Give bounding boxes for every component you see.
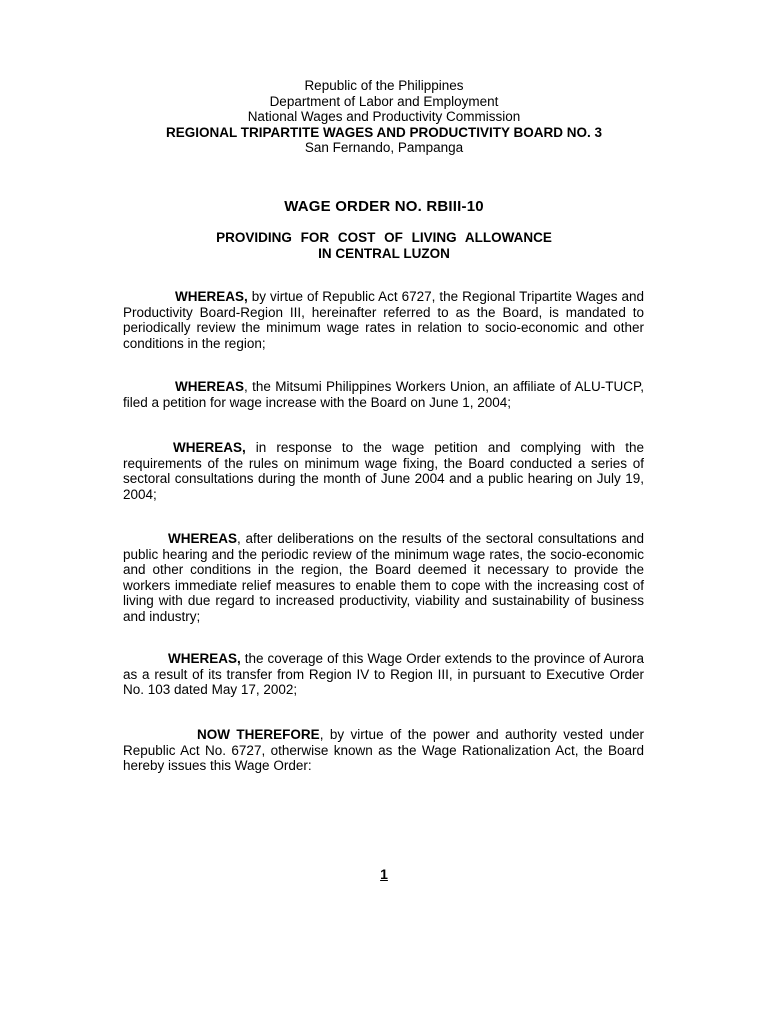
paragraph-text: , after deliberations on the results of the sectoral consultations and public hearing and the periodic review of the minimum wage rates, the socio-economic and other conditions in the region, the Board deemed it necessary to provide the workers immediate relief measures to enable them to cope with the increasing cost of living with due regard to increased productivity, viability and sustainability of business and industry; [123, 531, 644, 624]
subtitle-line-1: PROVIDING FOR COST OF LIVING ALLOWANCE [216, 230, 552, 245]
letterhead-location: San Fernando, Pampanga [304, 140, 464, 155]
now-therefore-paragraph [123, 727, 644, 774]
paragraph-text: the coverage of this Wage Order extends to the province of Aurora as a result of its transfer from Region IV to Region III, in pursuant to Executive Order No. 103 dated May 17, 2002; [123, 651, 644, 697]
whereas-paragraph-1 [123, 289, 644, 351]
letterhead-board: REGIONAL TRIPARTITE WAGES AND PRODUCTIVITY BOARD NO. 3 [165, 124, 603, 140]
paragraph-text: , the Mitsumi Philippines Workers Union, an affiliate of ALU-TUCP, filed a petition for wage increase with the Board on June 1, 2004; [123, 379, 644, 410]
letterhead-department: Department of Labor and Employment [269, 93, 499, 109]
whereas-paragraph-2 [123, 379, 644, 410]
letterhead [0, 78, 768, 156]
document-title: WAGE ORDER NO. RBIII-10 [284, 198, 484, 215]
document-subtitle [0, 230, 768, 261]
whereas-paragraph-4 [123, 531, 644, 624]
paragraph-lead: WHEREAS, [168, 651, 241, 666]
subtitle-line-2: IN CENTRAL LUZON [318, 245, 450, 261]
paragraph-text: in response to the wage petition and complying with the requirements of the rules on minimum wage fixing, the Board conducted a series of sectoral consultations during the month of June 2004 and a public hearing on July 19, 2004; [123, 440, 644, 502]
paragraph-lead: WHEREAS [175, 379, 245, 394]
paragraph-lead: NOW THEREFORE [197, 727, 320, 742]
paragraph-lead: WHEREAS, [173, 440, 246, 455]
letterhead-commission: National Wages and Productivity Commission [247, 109, 521, 124]
whereas-paragraph-5 [123, 651, 644, 698]
whereas-paragraph-3 [123, 440, 644, 502]
page-number: 1 [380, 866, 388, 882]
paragraph-text: by virtue of Republic Act 6727, the Regional Tripartite Wages and Productivity Board-Region III, hereinafter referred to as the Board, is mandated to periodically review the minimum wage rates in relation to socio-economic and other conditions in the region; [123, 289, 644, 351]
paragraph-text: , by virtue of the power and authority vested under Republic Act No. 6727, otherwise known as the Wage Rationalization Act, the Board hereby issues this Wage Order: [123, 727, 644, 773]
paragraph-lead: WHEREAS, [175, 289, 248, 304]
letterhead-country: Republic of the Philippines [304, 78, 464, 93]
paragraph-lead: WHEREAS [168, 531, 238, 546]
